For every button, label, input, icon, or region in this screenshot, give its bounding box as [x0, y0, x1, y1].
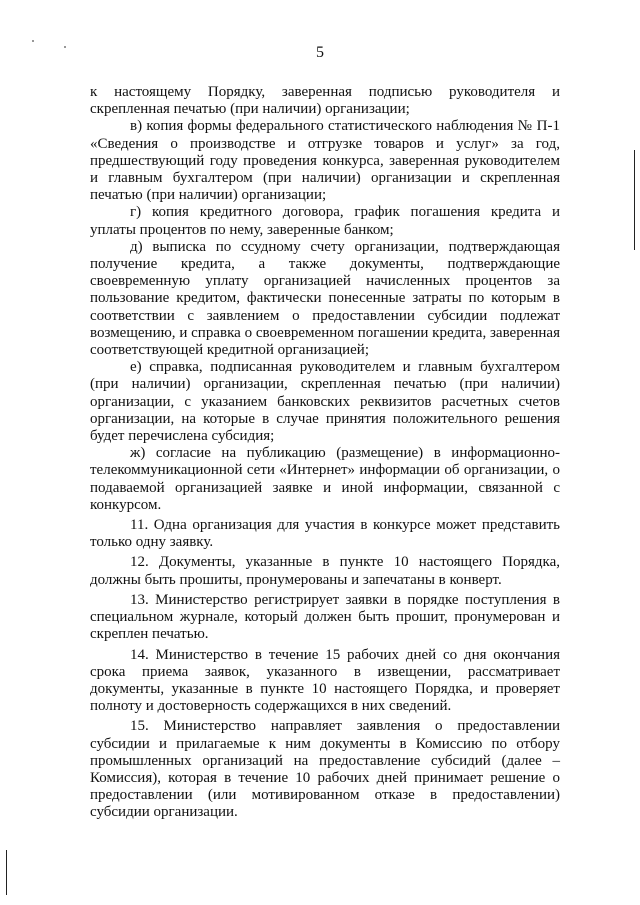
paragraph-clause-12: 12. Документы, указанные в пункте 10 настоящего Порядка, должны быть прошиты, пронумерованы и запечатаны в конверт.	[90, 554, 560, 588]
paragraph-item-d: д) выписка по ссудному счету организации, подтверждающая получение кредита, а также документы, подтверждающие своевременную уплату организацией начисленных процентов за пользование кредитом, фактически понесенные затраты по которым в соответствии с заявлением о предоставлении субсидии подлежат возмещению, и справка о своевременном погашении кредита, заверенная соответствующей кредитной организацией;	[90, 238, 560, 359]
scan-speck	[64, 46, 66, 48]
scan-edge-line-left	[6, 850, 7, 895]
paragraph-clause-15: 15. Министерство направляет заявления о предоставлении субсидии и прилагаемые к ним документы в Комиссию по отбору промышленных организаций на предоставление субсидий (далее – Комиссия), которая в течение 10 рабочих дней принимает решение о предоставлении (или мотивированном отказе в предоставлении) субсидии организации.	[90, 718, 560, 821]
paragraph-item-e: е) справка, подписанная руководителем и главным бухгалтером (при наличии) организации, скрепленная печатью (при наличии) организации, с указанием банковских реквизитов расчетных счетов организации, на которые в случае принятия положительного решения будет перечислена субсидия;	[90, 359, 560, 445]
paragraph-continuation: к настоящему Порядку, заверенная подписью руководителя и скрепленная печатью (при наличии) организации;	[90, 84, 560, 118]
document-body	[90, 84, 560, 822]
paragraph-item-zh: ж) согласие на публикацию (размещение) в информационно-телекоммуникационной сети «Интернет» информации об организации, о подаваемой организацией заявке и иной информации, связанной с конкурсом.	[90, 445, 560, 513]
scan-edge-line-right	[634, 150, 635, 250]
page-number: 5	[316, 44, 324, 61]
paragraph-item-g: г) копия кредитного договора, график погашения кредита и уплаты процентов по нему, заверенные банком;	[90, 204, 560, 238]
paragraph-item-v: в) копия формы федерального статистического наблюдения № П-1 «Сведения о производстве и отгрузке товаров и услуг» за год, предшествующий году проведения конкурса, заверенная руководителем и главным бухгалтером (при наличии) организации и скрепленная печатью (при наличии) организации;	[90, 118, 560, 204]
scan-speck	[32, 40, 34, 42]
paragraph-clause-11: 11. Одна организация для участия в конкурсе может представить только одну заявку.	[90, 517, 560, 551]
paragraph-clause-13: 13. Министерство регистрирует заявки в порядке поступления в специальном журнале, который должен быть прошит, пронумерован и скреплен печатью.	[90, 591, 560, 643]
paragraph-clause-14: 14. Министерство в течение 15 рабочих дней со дня окончания срока приема заявок, указанного в извещении, рассматривает документы, указанные в пункте 10 настоящего Порядка, и проверяет полноту и достоверность содержащихся в них сведений.	[90, 646, 560, 715]
